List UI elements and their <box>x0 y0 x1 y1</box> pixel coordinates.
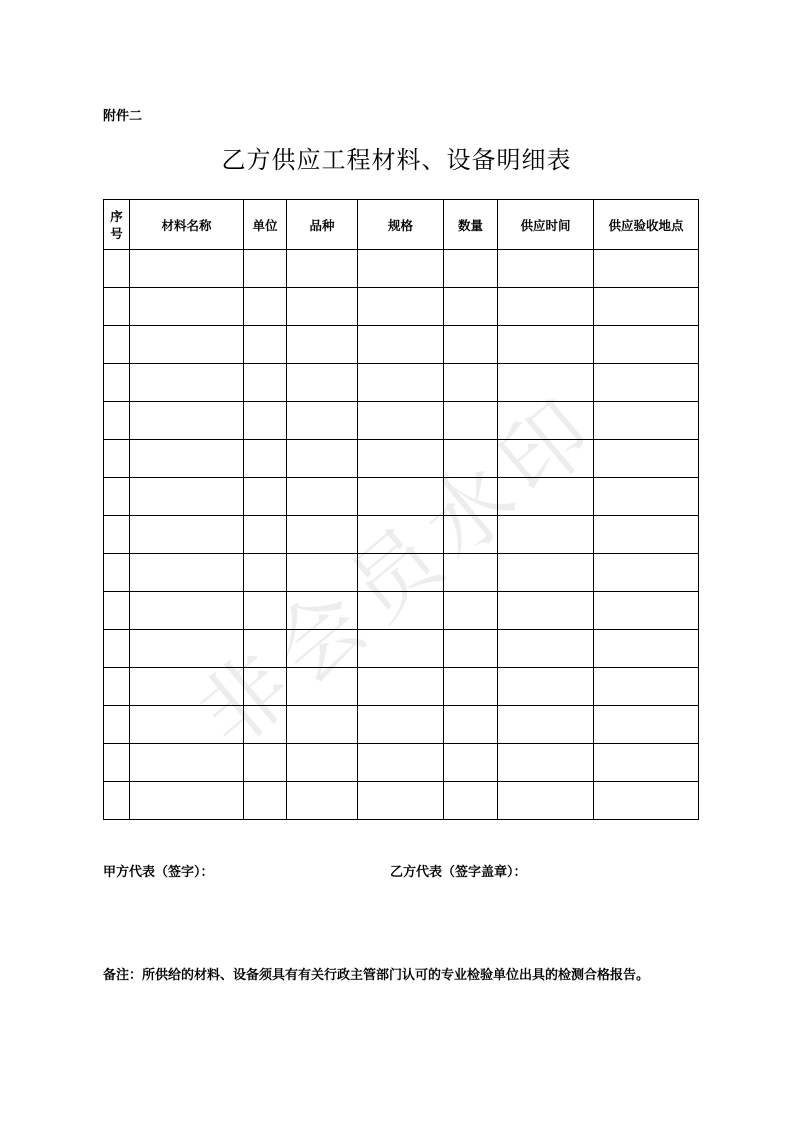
table-cell[interactable] <box>498 478 594 516</box>
party-b-signature-label: 乙方代表（签字盖章）： <box>390 865 527 880</box>
watermark: 非会员水印 <box>180 375 620 767</box>
table-cell[interactable] <box>358 592 444 630</box>
table-cell[interactable] <box>444 326 498 364</box>
table-cell[interactable] <box>104 288 130 326</box>
table-cell[interactable] <box>498 364 594 402</box>
table-cell[interactable] <box>287 326 358 364</box>
table-cell[interactable] <box>444 250 498 288</box>
table-cell[interactable] <box>287 706 358 744</box>
table-cell[interactable] <box>498 326 594 364</box>
table-row <box>104 554 699 592</box>
table-cell[interactable] <box>130 440 244 478</box>
material-equipment-table <box>103 199 699 820</box>
table-row <box>104 402 699 440</box>
table-cell[interactable] <box>104 250 130 288</box>
table-row <box>104 630 699 668</box>
col-header-spec: 规格 <box>358 200 444 250</box>
table-row <box>104 478 699 516</box>
table-cell[interactable] <box>244 592 287 630</box>
table-cell[interactable] <box>287 288 358 326</box>
table-cell[interactable] <box>358 288 444 326</box>
table-cell[interactable] <box>130 668 244 706</box>
table-cell[interactable] <box>104 744 130 782</box>
table-cell[interactable] <box>244 364 287 402</box>
table-cell[interactable] <box>104 478 130 516</box>
table-cell[interactable] <box>287 554 358 592</box>
table-cell[interactable] <box>104 668 130 706</box>
table-cell[interactable] <box>130 478 244 516</box>
table-cell[interactable] <box>287 478 358 516</box>
table-cell[interactable] <box>104 364 130 402</box>
table-cell[interactable] <box>358 554 444 592</box>
table-cell[interactable] <box>444 288 498 326</box>
table-row <box>104 516 699 554</box>
table-cell[interactable] <box>594 744 699 782</box>
table-cell[interactable] <box>358 440 444 478</box>
table-cell[interactable] <box>594 592 699 630</box>
table-cell[interactable] <box>498 250 594 288</box>
table-cell[interactable] <box>498 668 594 706</box>
table-cell[interactable] <box>358 706 444 744</box>
table-cell[interactable] <box>498 402 594 440</box>
table-cell[interactable] <box>444 364 498 402</box>
table-row <box>104 250 699 288</box>
table-row <box>104 706 699 744</box>
table-cell[interactable] <box>358 744 444 782</box>
col-header-variety: 品种 <box>287 200 358 250</box>
table-cell[interactable] <box>594 554 699 592</box>
table-cell[interactable] <box>498 744 594 782</box>
table-cell[interactable] <box>358 478 444 516</box>
col-header-index: 序号 <box>104 200 130 250</box>
table-body <box>104 250 699 820</box>
table-cell[interactable] <box>498 554 594 592</box>
table-cell[interactable] <box>287 668 358 706</box>
table-cell[interactable] <box>287 592 358 630</box>
table-cell[interactable] <box>104 554 130 592</box>
table-cell[interactable] <box>594 630 699 668</box>
table-cell[interactable] <box>594 402 699 440</box>
table-cell[interactable] <box>358 782 444 820</box>
table-cell[interactable] <box>130 364 244 402</box>
table-cell[interactable] <box>104 440 130 478</box>
table-cell[interactable] <box>130 592 244 630</box>
table-cell[interactable] <box>358 402 444 440</box>
table-cell[interactable] <box>594 478 699 516</box>
table-cell[interactable] <box>444 402 498 440</box>
table-cell[interactable] <box>444 478 498 516</box>
table-cell[interactable] <box>244 250 287 288</box>
table-row <box>104 592 699 630</box>
table-cell[interactable] <box>287 630 358 668</box>
table-cell[interactable] <box>244 326 287 364</box>
table-cell[interactable] <box>244 478 287 516</box>
table-cell[interactable] <box>104 706 130 744</box>
table-cell[interactable] <box>104 630 130 668</box>
table-cell[interactable] <box>130 744 244 782</box>
table-cell[interactable] <box>287 250 358 288</box>
table-cell[interactable] <box>130 630 244 668</box>
table-cell[interactable] <box>444 516 498 554</box>
attachment-label: 附件二 <box>103 109 143 124</box>
table-cell[interactable] <box>498 288 594 326</box>
table-cell[interactable] <box>244 516 287 554</box>
table-row <box>104 364 699 402</box>
table-cell[interactable] <box>244 744 287 782</box>
table-cell[interactable] <box>130 402 244 440</box>
table-cell[interactable] <box>444 782 498 820</box>
table-cell[interactable] <box>594 516 699 554</box>
col-header-material-name: 材料名称 <box>130 200 244 250</box>
table-cell[interactable] <box>130 288 244 326</box>
table-cell[interactable] <box>130 782 244 820</box>
page-title: 乙方供应工程材料、设备明细表 <box>221 146 572 174</box>
table-cell[interactable] <box>594 288 699 326</box>
table-cell[interactable] <box>498 630 594 668</box>
table-cell[interactable] <box>287 744 358 782</box>
table-cell[interactable] <box>104 402 130 440</box>
table-cell[interactable] <box>358 250 444 288</box>
table-row <box>104 440 699 478</box>
table-cell[interactable] <box>244 630 287 668</box>
col-header-quantity: 数量 <box>444 200 498 250</box>
col-header-supply-time: 供应时间 <box>498 200 594 250</box>
table-cell[interactable] <box>244 668 287 706</box>
table-row <box>104 326 699 364</box>
table-cell[interactable] <box>104 516 130 554</box>
party-a-signature-label: 甲方代表（签字）： <box>103 865 214 880</box>
table-cell[interactable] <box>104 782 130 820</box>
table-cell[interactable] <box>287 782 358 820</box>
table-cell[interactable] <box>130 326 244 364</box>
table-cell[interactable] <box>358 364 444 402</box>
table-cell[interactable] <box>498 516 594 554</box>
table-cell[interactable] <box>287 402 358 440</box>
table-cell[interactable] <box>594 706 699 744</box>
table-cell[interactable] <box>104 326 130 364</box>
table-cell[interactable] <box>498 440 594 478</box>
table-cell[interactable] <box>444 706 498 744</box>
table-row <box>104 744 699 782</box>
table-cell[interactable] <box>244 440 287 478</box>
table-row <box>104 782 699 820</box>
table-cell[interactable] <box>594 668 699 706</box>
table-cell[interactable] <box>130 516 244 554</box>
table-cell[interactable] <box>244 782 287 820</box>
table-cell[interactable] <box>444 440 498 478</box>
table-row <box>104 668 699 706</box>
table-cell[interactable] <box>130 706 244 744</box>
table-cell[interactable] <box>444 668 498 706</box>
table-cell[interactable] <box>594 326 699 364</box>
table-cell[interactable] <box>444 744 498 782</box>
table-cell[interactable] <box>287 516 358 554</box>
table-cell[interactable] <box>130 554 244 592</box>
table-cell[interactable] <box>244 706 287 744</box>
table-cell[interactable] <box>594 782 699 820</box>
table-cell[interactable] <box>444 630 498 668</box>
table-cell[interactable] <box>444 554 498 592</box>
table-cell[interactable] <box>358 630 444 668</box>
col-header-acceptance-location: 供应验收地点 <box>594 200 699 250</box>
table-cell[interactable] <box>358 516 444 554</box>
table-cell[interactable] <box>104 592 130 630</box>
table-cell[interactable] <box>287 440 358 478</box>
remark-note: 备注：所供给的材料、设备须具有有关行政主管部门认可的专业检验单位出具的检测合格报告。 <box>103 968 650 983</box>
table-cell[interactable] <box>358 668 444 706</box>
table-cell[interactable] <box>594 364 699 402</box>
table-cell[interactable] <box>498 592 594 630</box>
table-cell[interactable] <box>498 706 594 744</box>
table-cell[interactable] <box>130 250 244 288</box>
table-cell[interactable] <box>498 782 594 820</box>
col-header-unit: 单位 <box>244 200 287 250</box>
table-cell[interactable] <box>358 326 444 364</box>
table-cell[interactable] <box>287 364 358 402</box>
table-cell[interactable] <box>244 402 287 440</box>
table-header-row <box>104 200 699 250</box>
table-cell[interactable] <box>594 440 699 478</box>
table-cell[interactable] <box>594 250 699 288</box>
table-cell[interactable] <box>244 554 287 592</box>
table-cell[interactable] <box>244 288 287 326</box>
table-cell[interactable] <box>444 592 498 630</box>
table-row <box>104 288 699 326</box>
